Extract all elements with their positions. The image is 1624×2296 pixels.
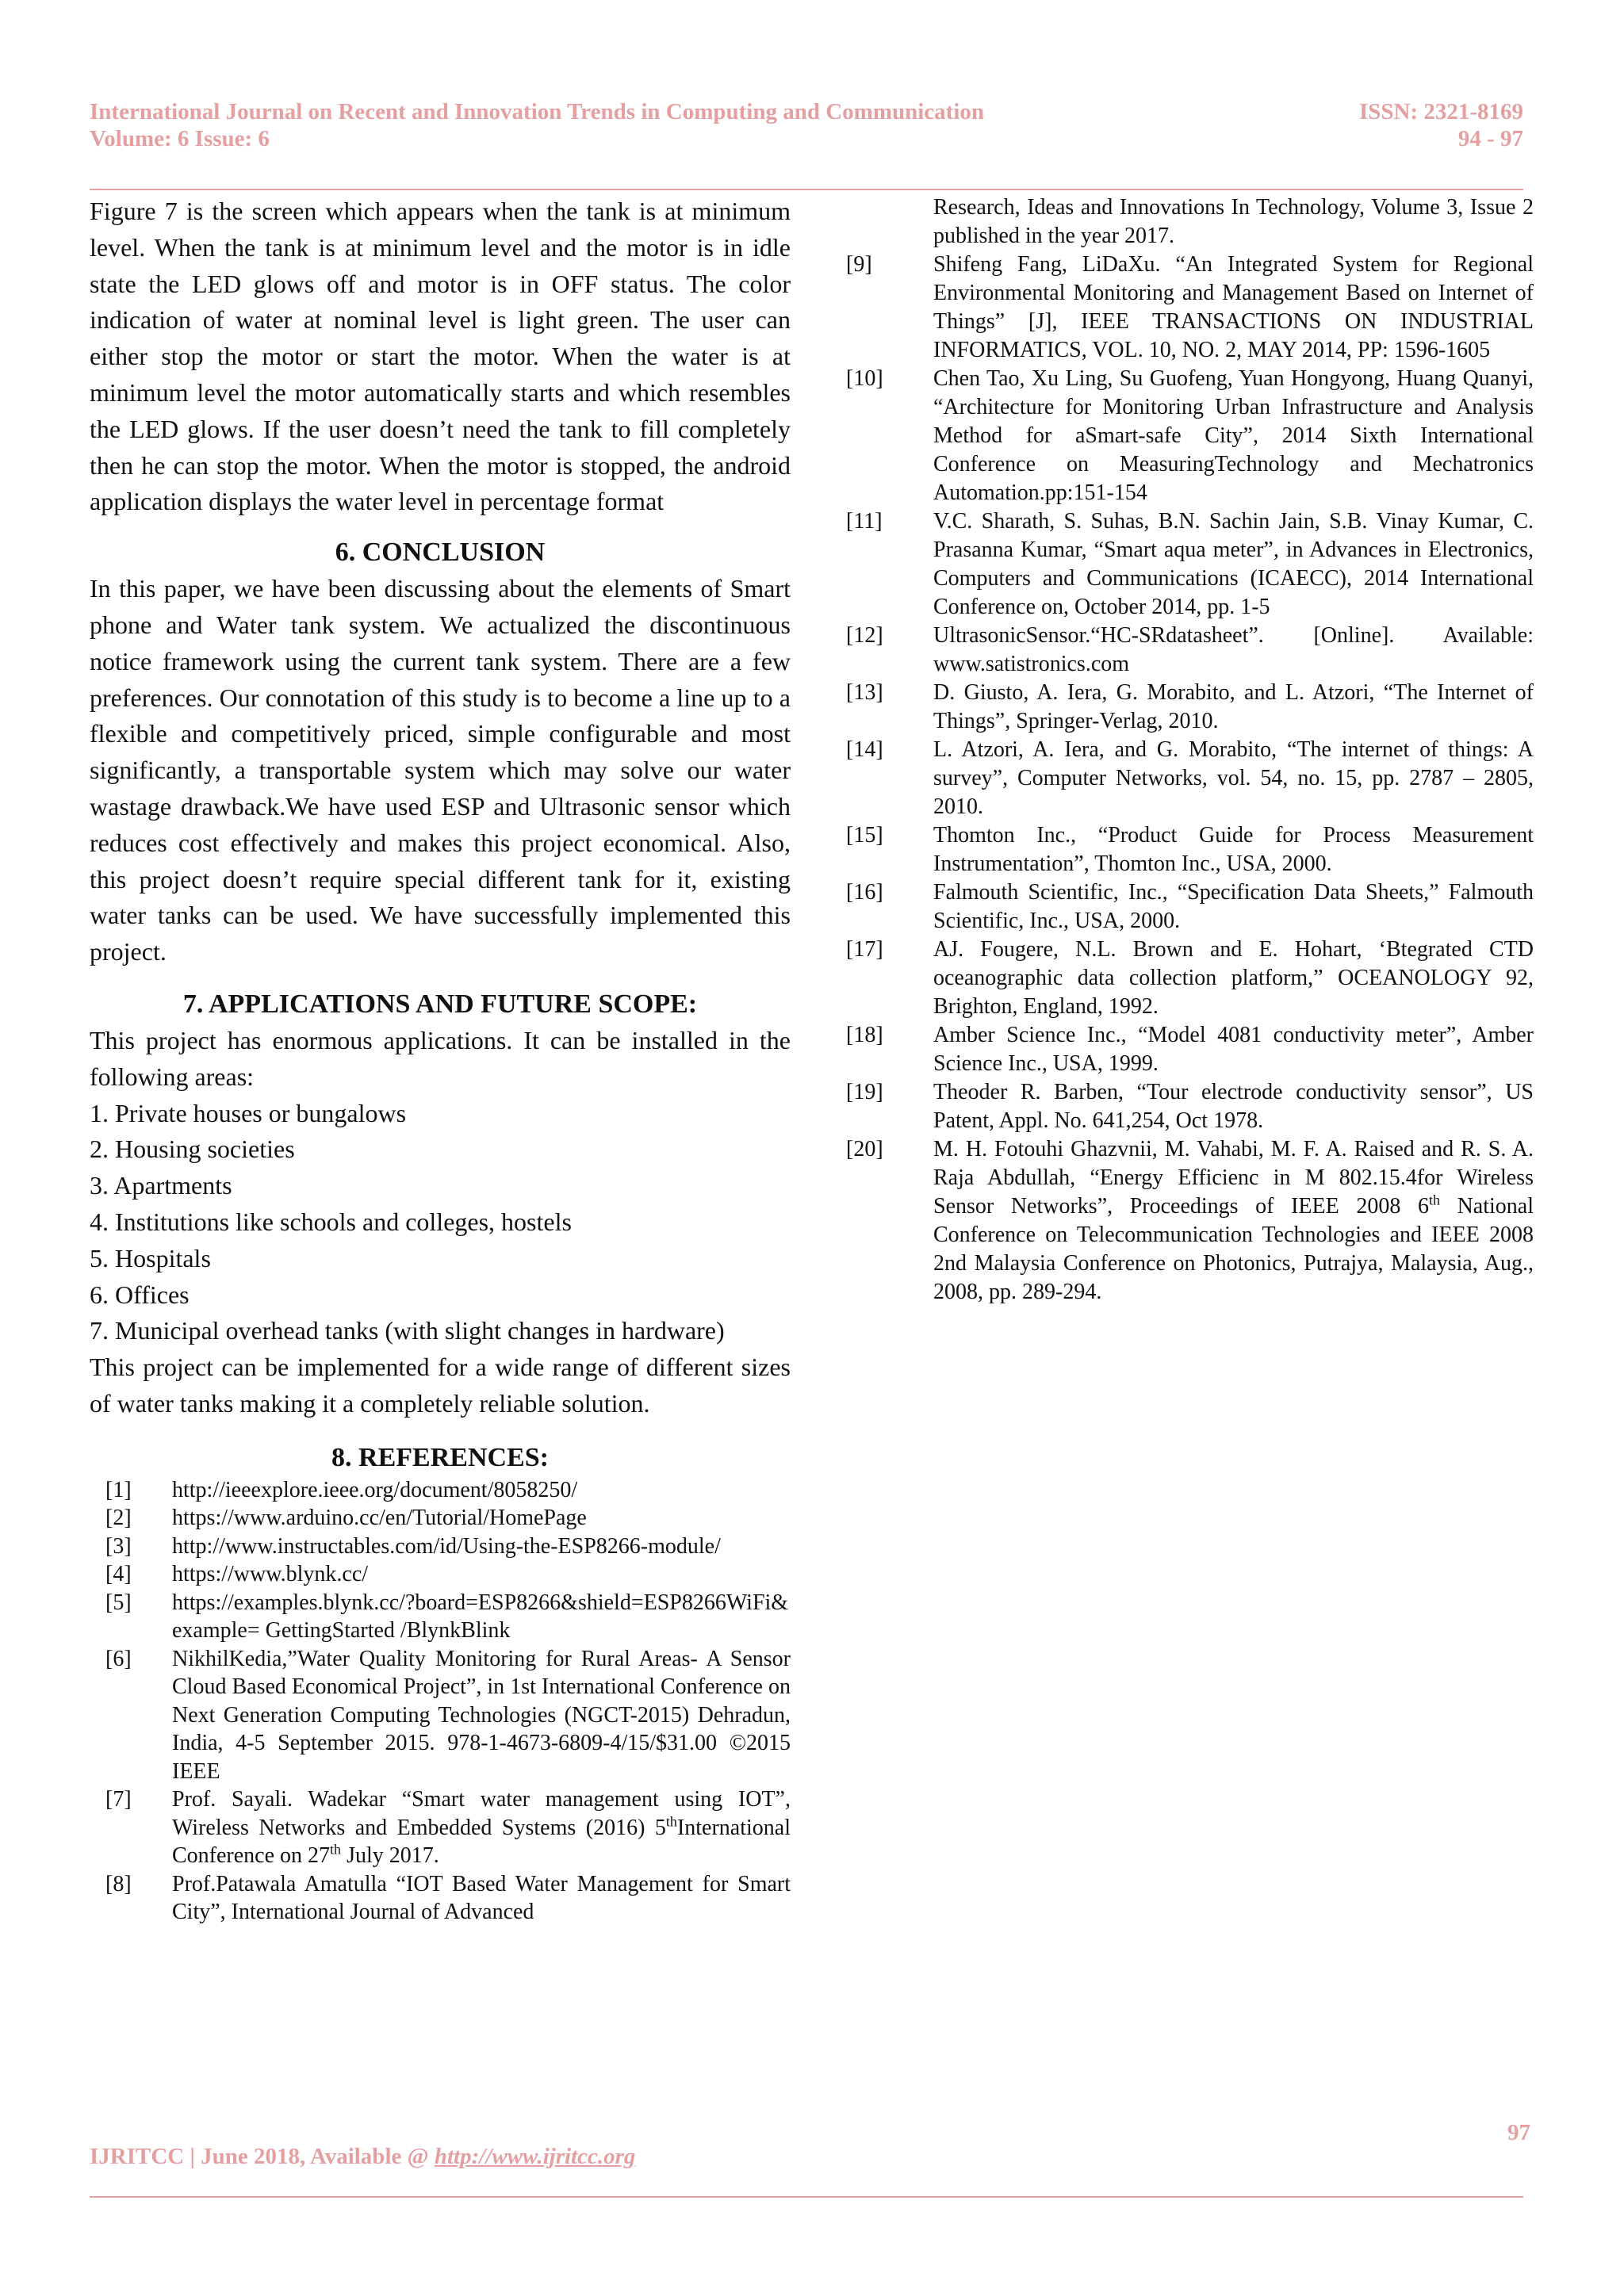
reference-number: [1]: [105, 1477, 132, 1502]
applications-intro: This project has enormous applications. It can be installed in the following areas:: [90, 1025, 791, 1091]
superscript: th: [665, 1813, 677, 1830]
reference-text: [172, 1785, 791, 1870]
list-item: 1. Private houses or bungalows: [90, 1098, 407, 1127]
journal-name: International Journal on Recent and Innovation Trends in Computing and Communication: [90, 99, 984, 124]
reference-item: [846, 821, 1534, 878]
reference-text: https://www.blynk.cc/: [172, 1562, 369, 1587]
reference-item: [846, 679, 1534, 736]
reference-number: [3]: [105, 1533, 132, 1559]
reference-item: [846, 936, 1534, 1021]
reference-item: [846, 1078, 1534, 1135]
reference-text: http://www.instructables.com/id/Using-the-ESP8266-module/: [172, 1533, 721, 1559]
reference-number: [17]: [846, 937, 883, 962]
reference-number: [12]: [846, 623, 883, 648]
reference-number: [10]: [846, 366, 883, 391]
reference-text: Chen Tao, Xu Ling, Su Guofeng, Yuan Hongyong, Huang Quanyi, “Architecture for Monitoring Urban Infrastructure and Analysis Method for aSmart-safe City”, 2014 Sixth International Conference on MeasuringTechnology and Mechatronics Automation.pp:151-154: [933, 366, 1534, 505]
reference-text: https://examples.blynk.cc/?board=ESP8266&shield=ESP8266WiFi&example= GettingStarted /BlynkBlink: [172, 1590, 789, 1644]
reference-text: Amber Science Inc., “Model 4081 conductivity meter”, Amber Science Inc., USA, 1999.: [933, 1023, 1534, 1076]
left-column: [90, 193, 791, 1927]
reference-number: [19]: [846, 1080, 883, 1104]
reference-number: [5]: [105, 1590, 132, 1615]
reference-item: [90, 1533, 791, 1561]
reference-text: Falmouth Scientific, Inc., “Specification Data Sheets,” Falmouth Scientific, Inc., USA, 2000.: [933, 880, 1534, 933]
reference-text: Shifeng Fang, LiDaXu. “An Integrated System for Regional Environmental Monitoring and Management Based on Internet of Things” [J], IEEE TRANSACTIONS ON INDUSTRIAL INFORMATICS, VOL. 10, NO. 2, MAY 2014, PP: 1596-1605: [933, 252, 1534, 362]
reference-item-continued: [846, 193, 1534, 251]
list-item: 4. Institutions like schools and colleges, hostels: [90, 1207, 572, 1236]
reference-text: UltrasonicSensor.“HC-SRdatasheet”. [Online]. Available: www.satistronics.com: [933, 623, 1534, 676]
conclusion-paragraph: In this paper, we have been discussing about the elements of Smart phone and Water tank system. We actualized the discontinuous notice framework using the current tank system. There are a few preferences. Our connotation of this study is to become a line up to a flexible and competitively priced, simple configurable and most significantly, a transportable system which may solve our water wastage drawback.We have used ESP and Ultrasonic sensor which reduces cost effectively and makes this project economical. Also, this project doesn’t require special different tank for it, existing water tanks can be used. We have successfully implemented this project.: [90, 574, 791, 966]
reference-text: Thomton Inc., “Product Guide for Process Measurement Instrumentation”, Thomton Inc., USA, 2000.: [933, 823, 1534, 876]
reference-number: [4]: [105, 1562, 132, 1587]
reference-text: https://www.arduino.cc/en/Tutorial/HomePage: [172, 1506, 587, 1531]
section-title-conclusion: 6. CONCLUSION: [335, 538, 546, 568]
reference-number: [6]: [105, 1646, 132, 1671]
page-number: 97: [1507, 2120, 1530, 2145]
header-left: [90, 98, 984, 152]
reference-number: [11]: [846, 509, 883, 534]
reference-text: D. Giusto, A. Iera, G. Morabito, and L. Atzori, “The Internet of Things”, Springer-Verlag, 2010.: [933, 680, 1534, 733]
page-range: 94 - 97: [1457, 126, 1523, 151]
reference-item: [90, 1504, 791, 1533]
footer: [90, 2144, 635, 2170]
superscript: th: [1428, 1192, 1440, 1208]
reference-text: Prof.Patawala Amatulla “IOT Based Water Management for Smart City”, International Journal of Advanced: [172, 1871, 791, 1925]
reference-item: [846, 736, 1534, 821]
reference-text-part: M. H. Fotouhi Ghazvnii, M. Vahabi, M. F. A. Raised and R. S. A. Raja Abdullah, “Energy Efficienc in M 802.15.4for Wireless Sensor Networks”, Proceedings of IEEE 2008 6: [933, 1137, 1534, 1219]
reference-number: [2]: [105, 1506, 132, 1531]
reference-text-part: Prof. Sayali. Wadekar “Smart water management using IOT”, Wireless Networks and Embedded Systems (2016) 5: [172, 1787, 791, 1840]
list-item: 5. Hospitals: [90, 1243, 211, 1272]
reference-item: [90, 1560, 791, 1589]
reference-item: [90, 1645, 791, 1786]
section-title-references: 8. REFERENCES:: [331, 1442, 549, 1472]
reference-number: [16]: [846, 880, 883, 905]
reference-number: [13]: [846, 680, 883, 705]
reference-text: Research, Ideas and Innovations In Technology, Volume 3, Issue 2 published in the year 2017.: [933, 195, 1534, 248]
superscript: th: [330, 1841, 342, 1858]
reference-text: NikhilKedia,”Water Quality Monitoring for Rural Areas- A Sensor Cloud Based Economical Project”, in 1st International Conference on Next Generation Computing Technologies (NGCT-2015) Dehradun, India, 4-5 September 2015. 978-1-4673-6809-4/15/$31.00 ©2015 IEEE: [172, 1646, 791, 1784]
reference-number: [7]: [105, 1787, 132, 1812]
applications-list: [90, 1096, 791, 1350]
reference-text-part: National Conference on Telecommunication Technologies and IEEE 2008 2nd Malaysia Conference on Photonics, Putrajya, Malaysia, Aug., 2008, pp. 289-294.: [933, 1194, 1534, 1304]
header-divider: [90, 189, 1523, 190]
references-list-left: [90, 1476, 791, 1927]
reference-item: [846, 878, 1534, 936]
reference-text: Theoder R. Barben, “Tour electrode conductivity sensor”, US Patent, Appl. No. 641,254, Oct 1978.: [933, 1080, 1534, 1133]
reference-text: http://ieeexplore.ieee.org/document/8058250/: [172, 1477, 578, 1502]
reference-item: [90, 1870, 791, 1927]
volume-issue: Volume: 6 Issue: 6: [90, 126, 270, 151]
reference-item: [846, 507, 1534, 622]
footer-label: IJRITCC | June 2018, Available @: [90, 2144, 435, 2169]
list-item: 2. Housing societies: [90, 1135, 295, 1164]
reference-text-part: July 2017.: [341, 1843, 439, 1869]
right-column: [846, 193, 1534, 1307]
reference-number: [18]: [846, 1023, 883, 1047]
reference-item: [90, 1785, 791, 1870]
reference-text: V.C. Sharath, S. Suhas, B.N. Sachin Jain, S.B. Vinay Kumar, C. Prasanna Kumar, “Smart aqua meter”, in Advances in Electronics, Computers and Communications (ICAECC), 2014 International Conference on, October 2014, pp. 1-5: [933, 509, 1534, 619]
reference-item: [846, 622, 1534, 679]
reference-text: AJ. Fougere, N.L. Brown and E. Hohart, ‘Btegrated CTD oceanographic data collection platform,” OCEANOLOGY 92, Brighton, England, 1992.: [933, 937, 1534, 1019]
section-title-applications: 7. APPLICATIONS AND FUTURE SCOPE:: [182, 989, 698, 1019]
reference-item: [846, 365, 1534, 507]
reference-number: [15]: [846, 823, 883, 848]
list-item: 7. Municipal overhead tanks (with slight changes in hardware): [90, 1316, 725, 1345]
reference-number: [20]: [846, 1137, 883, 1161]
reference-number-blank: [846, 193, 933, 251]
list-item: 3. Apartments: [90, 1171, 232, 1200]
footer-divider: [90, 2196, 1523, 2198]
applications-outro: This project can be implemented for a wide range of different sizes of water tanks making it a completely reliable solution.: [90, 1353, 791, 1418]
intro-paragraph: Figure 7 is the screen which appears when the tank is at minimum level. When the tank is at minimum level and the motor is in idle state the LED glows off and motor is in OFF status. The color indication of water at nominal level is light green. The user can either stop the motor or start the motor. When the water is at minimum level the motor automatically starts and which resembles the LED glows. If the user doesn’t need the tank to fill completely then he can stop the motor. When the motor is stopped, the android application displays the water level in percentage format: [90, 197, 791, 516]
list-item: 6. Offices: [90, 1280, 190, 1309]
reference-text-part: International Conference on 27: [172, 1815, 791, 1869]
reference-item: [846, 1021, 1534, 1078]
header-right: [1359, 98, 1523, 152]
reference-text: L. Atzori, A. Iera, and G. Morabito, “The internet of things: A survey”, Computer Networks, vol. 54, no. 15, pp. 2787 – 2805, 2010.: [933, 737, 1534, 819]
reference-number: [14]: [846, 737, 883, 762]
reference-item: [90, 1589, 791, 1645]
issn: ISSN: 2321-8169: [1358, 99, 1523, 124]
reference-item: [846, 1135, 1534, 1307]
reference-number: [9]: [846, 252, 872, 277]
footer-link[interactable]: http://www.ijritcc.org: [434, 2144, 636, 2169]
reference-item: [90, 1476, 791, 1505]
reference-item: [846, 251, 1534, 365]
reference-number: [8]: [105, 1871, 132, 1896]
reference-text: [933, 1135, 1534, 1307]
